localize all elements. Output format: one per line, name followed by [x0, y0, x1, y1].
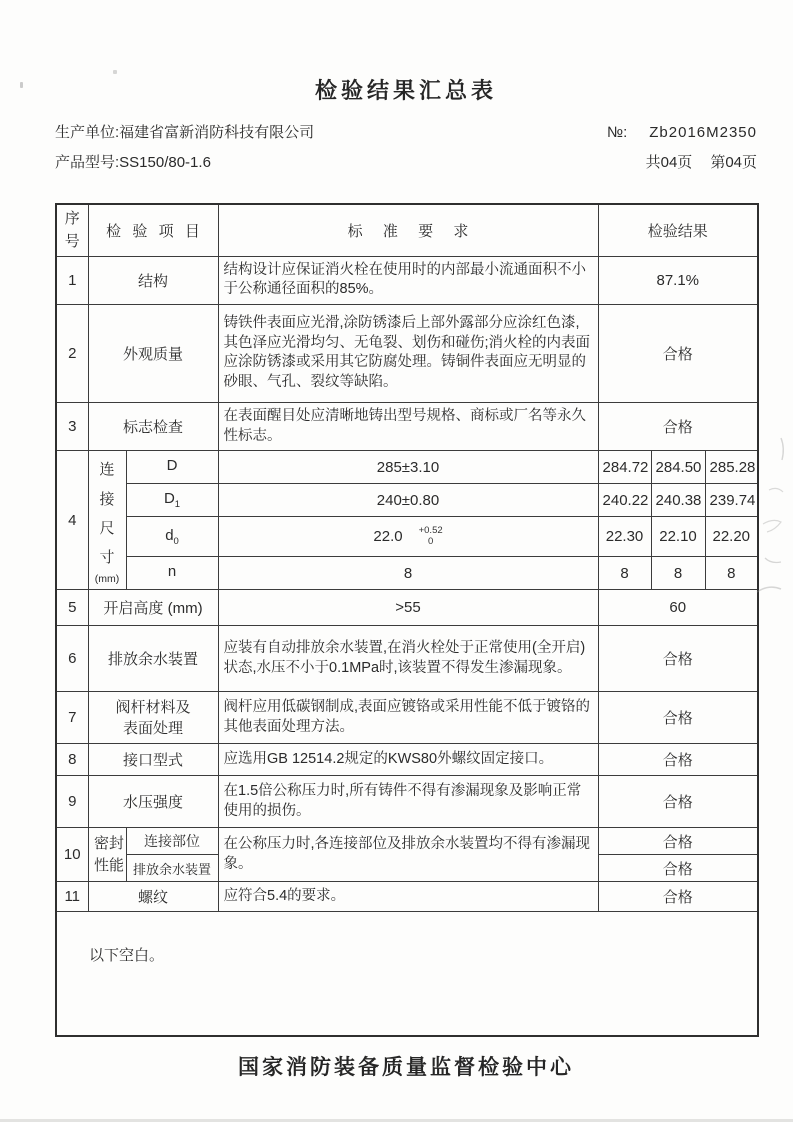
requirement-text: 在1.5倍公称压力时,所有铸件不得有渗漏现象及影响正常使用的损伤。	[218, 776, 598, 828]
requirement-text: 应符合5.4的要求。	[218, 882, 598, 912]
result-value: 合格	[598, 692, 758, 744]
result-value: 合格	[598, 828, 758, 855]
result-value: 239.74	[705, 484, 758, 517]
item-label: 阀杆材料及表面处理	[88, 692, 218, 744]
producer-label: 生产单位:	[55, 124, 120, 141]
producer-line	[55, 121, 314, 142]
requirement-text: 285±3.10	[218, 451, 598, 484]
result-value: 合格	[598, 304, 758, 402]
requirement-text: >55	[218, 590, 598, 626]
table-row	[56, 744, 758, 776]
sub-item-label: 连接部位	[126, 828, 218, 855]
item-label: 外观质量	[88, 304, 218, 402]
row-no: 5	[56, 590, 88, 626]
header-result: 检验结果	[598, 204, 758, 256]
result-value: 合格	[598, 855, 758, 882]
table-row	[56, 517, 758, 557]
table-row	[56, 256, 758, 304]
requirement-text: 阀杆应用低碳钢制成,表面应镀铬或采用性能不低于镀铬的其他表面处理方法。	[218, 692, 598, 744]
row-no: 8	[56, 744, 88, 776]
requirement-text: 在表面醒目处应清晰地铸出型号规格、商标或厂名等永久性标志。	[218, 402, 598, 450]
row-no: 6	[56, 626, 88, 692]
table-row	[56, 557, 758, 590]
result-value: 8	[651, 557, 705, 590]
table-row	[56, 882, 758, 912]
page-title: 检验结果汇总表	[314, 78, 497, 103]
item-label: 接口型式	[88, 744, 218, 776]
number-label: №:	[606, 124, 628, 141]
param-label: $D_1$	[126, 484, 218, 517]
table-row	[56, 828, 758, 855]
result-value: 合格	[598, 626, 758, 692]
document-meta	[55, 121, 757, 181]
table-row	[56, 590, 758, 626]
pages-total: 共04页	[645, 154, 693, 171]
result-value: 8	[598, 557, 651, 590]
result-value: 240.38	[651, 484, 705, 517]
table-row	[56, 626, 758, 692]
result-value: 22.20	[705, 517, 758, 557]
table-row	[56, 451, 758, 484]
param-label: $d_0$	[126, 517, 218, 557]
requirement-text: 应装有自动排放余水装置,在消火栓处于正常使用(全开启)状态,水压不小于0.1MPa时,该装置不得发生渗漏现象。	[218, 626, 598, 692]
row-no: 1	[56, 256, 88, 304]
result-value: 合格	[598, 776, 758, 828]
result-value: 合格	[598, 882, 758, 912]
number-value: Zb2016M2350	[649, 124, 757, 141]
producer-value: 福建省富新消防科技有限公司	[119, 124, 315, 141]
requirement-text: 结构设计应保证消火栓在使用时的内部最小流通面积不小于公称通径面积的85%。	[218, 256, 598, 304]
result-value: 22.10	[651, 517, 705, 557]
result-value: 合格	[598, 402, 758, 450]
sub-item-label: 排放余水装置	[126, 855, 218, 882]
table-row	[56, 776, 758, 828]
tolerance-stack: +0.52 0	[418, 524, 443, 547]
item-label: 水压强度	[88, 776, 218, 828]
param-label: D	[126, 451, 218, 484]
requirement-text	[218, 517, 598, 557]
result-value: 284.72	[598, 451, 651, 484]
table-row	[56, 692, 758, 744]
scan-speck	[20, 82, 23, 88]
header-requirement: 标准要求	[218, 204, 598, 256]
group-unit: (mm)	[94, 573, 120, 586]
row-no: 3	[56, 402, 88, 450]
item-label: 排放余水装置	[88, 626, 218, 692]
model-line	[55, 151, 211, 172]
requirement-text: 240±0.80	[218, 484, 598, 517]
table-row	[56, 304, 758, 402]
result-value: 87.1%	[598, 256, 758, 304]
item-group-label: 密封性能	[88, 828, 126, 882]
row-no: 11	[56, 882, 88, 912]
result-value: 284.50	[651, 451, 705, 484]
item-label: 结构	[88, 256, 218, 304]
item-label: 开启高度 (mm)	[88, 590, 218, 626]
table-row	[56, 402, 758, 450]
header-no: 序号	[56, 204, 88, 256]
model-value: SS150/80-1.6	[119, 154, 211, 171]
row-no: 2	[56, 304, 88, 402]
header-item: 检验项目	[88, 204, 218, 256]
result-value: 240.22	[598, 484, 651, 517]
param-label: n	[126, 557, 218, 590]
result-value: 22.30	[598, 517, 651, 557]
row-no: 4	[56, 451, 88, 590]
model-label: 产品型号:	[55, 154, 120, 171]
group-label-text: 连接尺寸	[99, 461, 115, 567]
pages-current: 第04页	[710, 154, 757, 171]
result-value: 合格	[598, 744, 758, 776]
requirement-text: 铸铁件表面应光滑,涂防锈漆后上部外露部分应涂红色漆,其色泽应光滑均匀、无龟裂、划伤和碰伤;消火栓的内表面应涂防锈漆或采用其它防腐处理。铸铜件表面应无明显的砂眼、气孔、裂纹等缺陷。	[218, 304, 598, 402]
blank-note: 以下空白。	[56, 912, 758, 1036]
scan-artifact	[755, 432, 791, 622]
requirement-text: 8	[218, 557, 598, 590]
requirement-text: 应选用GB 12514.2规定的KWS80外螺纹固定接口。	[218, 744, 598, 776]
result-value: 285.28	[705, 451, 758, 484]
report-number-line	[607, 124, 757, 141]
result-value: 60	[598, 590, 758, 626]
inspection-results-table	[55, 203, 759, 1037]
row-no: 9	[56, 776, 88, 828]
item-label: 标志检查	[88, 402, 218, 450]
result-value: 8	[705, 557, 758, 590]
pagination-line	[646, 151, 757, 172]
requirement-text: 在公称压力时,各连接部位及排放余水装置均不得有渗漏现象。	[218, 828, 598, 882]
row-no: 7	[56, 692, 88, 744]
table-row-blank	[56, 912, 758, 1036]
item-group-label	[88, 451, 126, 590]
table-header-row	[56, 204, 758, 256]
row-no: 10	[56, 828, 88, 882]
issuing-authority: 国家消防装备质量监督检验中心	[238, 1055, 574, 1079]
item-label: 螺纹	[88, 882, 218, 912]
scan-speck	[113, 70, 117, 74]
tolerance-base: 22.0	[373, 527, 403, 545]
table-row	[56, 484, 758, 517]
